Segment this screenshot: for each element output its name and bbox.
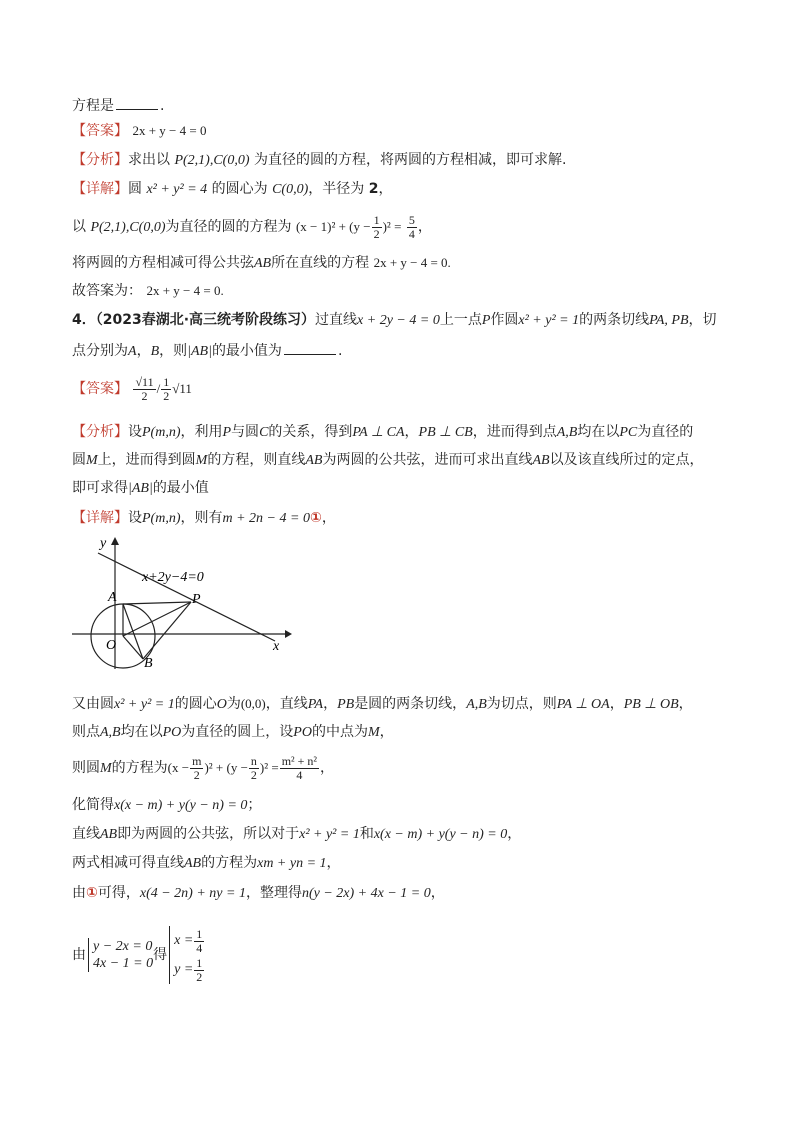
denominator: 4 xyxy=(296,767,303,782)
denominator: 2 xyxy=(196,969,203,984)
math: PA ⊥ CA xyxy=(352,425,405,440)
text: . xyxy=(337,343,343,359)
text: ， xyxy=(678,696,693,712)
math: P xyxy=(222,425,232,440)
q4-analysis-line-2 xyxy=(72,449,704,472)
math: 2 xyxy=(368,181,379,197)
text: 则点 xyxy=(72,724,100,740)
text: 两式相减可得直线 xyxy=(72,855,184,871)
text: 以 xyxy=(72,219,86,235)
q3-line-5 xyxy=(72,212,432,243)
math: x(4 − 2n) + ny = 1 xyxy=(139,886,246,901)
line-label: x+2y−4=0 xyxy=(142,570,204,585)
math: |AB| xyxy=(187,344,212,359)
math: x² + y² = 1 xyxy=(299,827,360,842)
fraction xyxy=(372,214,382,241)
text: 则圆 xyxy=(72,760,100,776)
text: 为直径的圆的方程，将两圆的方程相减，即可求解. xyxy=(253,152,567,168)
text: ， xyxy=(323,696,338,712)
text: 为两圆的公共弦，进而可求出直线 xyxy=(322,452,533,468)
text: ， xyxy=(136,343,151,359)
text: ， xyxy=(321,510,336,526)
text: 又由圆 xyxy=(72,696,114,712)
text: 设 xyxy=(128,424,142,440)
math: B xyxy=(150,344,160,359)
question-source: （2023春湖北·高三统考阶段练习） xyxy=(95,312,316,328)
text: 由 xyxy=(72,947,86,963)
point-A-label: A xyxy=(108,590,117,605)
text: 可得， xyxy=(97,885,140,901)
text: ， xyxy=(404,424,419,440)
math: PA, PB xyxy=(649,313,689,328)
text: ，整理得 xyxy=(245,885,302,901)
text: 求出以 xyxy=(128,152,170,168)
fraction xyxy=(280,755,319,782)
fraction xyxy=(194,957,204,984)
text: 方程是 xyxy=(72,98,114,114)
math: (x − 1)² + (y − xyxy=(295,219,371,234)
text: 是圆的两条切线， xyxy=(354,696,467,712)
solution-system xyxy=(169,926,205,984)
numerator: m xyxy=(192,753,202,768)
text: ， xyxy=(609,696,624,712)
fraction xyxy=(407,214,417,241)
q4-detail-line-2 xyxy=(72,693,693,716)
segment-OP xyxy=(123,602,191,636)
text: 设 xyxy=(128,510,142,526)
q4-detail-line-8 xyxy=(72,882,445,905)
text: ，直线 xyxy=(265,696,308,712)
text: 的圆心为 xyxy=(211,181,268,197)
text: 圆 xyxy=(72,452,86,468)
q4-detail-line-1 xyxy=(72,507,336,530)
question-number: 4． xyxy=(72,312,96,328)
geometry-figure xyxy=(70,533,295,673)
y-axis-arrow xyxy=(111,537,119,545)
math: PC xyxy=(619,425,638,440)
x-axis-label: x xyxy=(273,639,280,654)
math: A,B xyxy=(100,725,121,740)
math: M xyxy=(86,453,98,468)
math: P(2,1),C(0,0) xyxy=(90,220,166,235)
math: x(x − m) + y(y − n) = 0 xyxy=(114,798,248,813)
text: 上，进而得到圆 xyxy=(97,452,196,468)
math: x² + y² = 1 xyxy=(518,313,580,328)
q4-analysis-line-3 xyxy=(72,477,209,500)
text: 为直径的 xyxy=(637,424,694,440)
math: C xyxy=(259,425,269,440)
text: ，则 xyxy=(159,343,188,359)
math: n(y − 2x) + 4x − 1 = 0 xyxy=(301,886,431,901)
math: )² + (y − xyxy=(204,760,248,775)
circled-one: ① xyxy=(309,510,322,526)
fraction xyxy=(161,376,171,403)
math: PA ⊥ OA xyxy=(556,697,610,712)
math: AB xyxy=(305,453,323,468)
separator: / xyxy=(156,381,161,396)
math: P(m,n) xyxy=(142,511,181,526)
detail-tag: 【详解】 xyxy=(72,510,128,526)
math: PA xyxy=(307,697,324,712)
numerator: 1 xyxy=(373,212,380,227)
math: x(x − m) + y(y − n) = 0 xyxy=(373,827,508,842)
text: 为直径的圆上，设 xyxy=(181,724,294,740)
text: ，则有 xyxy=(180,510,223,526)
text: 的圆心 xyxy=(174,696,217,712)
math: |AB| xyxy=(128,481,153,496)
numerator: 1 xyxy=(196,955,203,970)
system-eq-1: y − 2x = 0 xyxy=(93,939,153,954)
numerator: m² + n² xyxy=(281,753,318,768)
numerator: n xyxy=(250,753,257,768)
text: ， xyxy=(417,219,432,235)
fraction xyxy=(194,928,204,955)
text: 由 xyxy=(72,885,86,901)
answer-blank xyxy=(284,340,336,355)
text: ，利用 xyxy=(180,424,223,440)
math: (x − xyxy=(167,760,190,775)
text: 过直线 xyxy=(315,312,358,328)
analysis-tag: 【分析】 xyxy=(72,424,128,440)
text: 化简得 xyxy=(72,797,114,813)
q4-detail-line-7 xyxy=(72,852,341,875)
math: 2x + y − 4 = 0. xyxy=(146,283,224,298)
radius-OB xyxy=(123,636,143,659)
text: 的中点为 xyxy=(311,724,368,740)
text: 的关系，得到 xyxy=(268,424,353,440)
text: 的两条切线 xyxy=(579,312,650,328)
text: ， xyxy=(378,181,393,197)
text: 为 xyxy=(226,696,241,712)
q4-answer xyxy=(72,372,192,406)
text: 的方程，则直线 xyxy=(207,452,306,468)
text: 的最小值为 xyxy=(211,343,282,359)
math: M xyxy=(367,725,380,740)
q4-analysis-line-1 xyxy=(72,421,693,444)
text: ， xyxy=(320,760,335,776)
q3-detail xyxy=(72,178,392,201)
text: ， xyxy=(326,855,341,871)
q3-line-7 xyxy=(72,280,224,302)
q4-stem-line-1 xyxy=(72,309,717,332)
math: C(0,0) xyxy=(272,182,309,197)
system-eq-2: 4x − 1 = 0 xyxy=(93,956,154,971)
q3-analysis xyxy=(72,149,566,172)
text: 的方程为 xyxy=(201,855,258,871)
math: 2x + y − 4 = 0. xyxy=(373,255,451,270)
math: AB xyxy=(100,827,118,842)
x-axis-arrow xyxy=(285,630,292,638)
answer-blank xyxy=(116,95,158,110)
math: M xyxy=(195,453,208,468)
math: (0,0) xyxy=(240,696,266,711)
math: P xyxy=(481,313,491,328)
text: 点分别为 xyxy=(72,343,128,359)
text: 的方程为 xyxy=(111,760,168,776)
text: ， xyxy=(430,885,445,901)
numerator: 5 xyxy=(408,212,415,227)
q4-detail-line-4 xyxy=(72,753,334,784)
math: PB ⊥ CB xyxy=(418,425,473,440)
math: O xyxy=(216,697,227,712)
text: 以及该直线所过的定点， xyxy=(549,452,704,468)
fraction xyxy=(133,376,155,403)
point-O-label: O xyxy=(106,638,117,653)
math: M xyxy=(100,761,112,776)
y-axis-label: y xyxy=(100,536,107,551)
math: )² = xyxy=(382,219,402,234)
solution-x-label: x = xyxy=(174,933,194,948)
text: 的最小值 xyxy=(152,480,209,496)
math: x² + y² = 1 xyxy=(114,697,175,712)
circled-one: ① xyxy=(86,885,98,901)
denominator: 2 xyxy=(141,388,148,403)
math: A,B xyxy=(556,425,578,440)
text: 即可求得 xyxy=(72,480,128,496)
math: AB xyxy=(532,453,550,468)
q4-stem-line-2 xyxy=(72,340,342,363)
text: 与圆 xyxy=(231,424,260,440)
text: ，切 xyxy=(688,312,717,328)
text: 作圆 xyxy=(490,312,519,328)
text: ； xyxy=(247,797,262,813)
analysis-tag: 【分析】 xyxy=(72,152,128,168)
fraction xyxy=(190,755,203,782)
text: ， xyxy=(379,724,394,740)
math: AB xyxy=(184,856,202,871)
answer-expression: 2x + y − 4 = 0 xyxy=(132,123,207,138)
answer-tag: 【答案】 xyxy=(72,381,128,397)
text: 直线 xyxy=(72,826,100,842)
equation-system xyxy=(88,938,153,972)
text: 得 xyxy=(153,947,168,963)
solution-y-label: y = xyxy=(174,962,194,977)
q3-line-6 xyxy=(72,252,451,275)
numerator: 1 xyxy=(163,374,170,389)
math: x + 2y − 4 = 0 xyxy=(357,313,440,328)
text: ， xyxy=(507,826,522,842)
text: . xyxy=(160,98,165,114)
math: PO xyxy=(162,725,182,740)
math: xm + yn = 1 xyxy=(257,856,327,871)
tangent-PB xyxy=(143,602,191,659)
text: 均在以 xyxy=(577,424,620,440)
math: AB xyxy=(254,256,272,271)
denominator: 2 xyxy=(193,767,200,782)
denominator: 4 xyxy=(196,940,203,955)
numerator: √11 xyxy=(135,374,154,389)
q4-detail-line-9 xyxy=(72,925,205,985)
math: m + 2n − 4 = 0 xyxy=(222,511,310,526)
point-P-label: P xyxy=(192,592,201,607)
q4-detail-line-5 xyxy=(72,794,261,817)
text: 将两圆的方程相减可得公共弦 xyxy=(72,255,254,271)
math: )² = xyxy=(259,760,279,775)
math: P(2,1),C(0,0) xyxy=(174,153,250,168)
math: A xyxy=(128,344,137,359)
math: A,B xyxy=(466,697,487,712)
point-B-label: B xyxy=(144,656,153,671)
denominator: 4 xyxy=(408,226,415,241)
line-x-plus-2y-minus-4 xyxy=(98,553,275,641)
q3-answer xyxy=(72,120,206,142)
math: PB xyxy=(337,697,355,712)
text: ，进而得到点 xyxy=(472,424,557,440)
denominator: 2 xyxy=(163,388,170,403)
denominator: 2 xyxy=(373,226,380,241)
text: 所在直线的方程 xyxy=(271,255,370,271)
text: 为直径的圆的方程为 xyxy=(165,219,292,235)
text: 均在以 xyxy=(120,724,163,740)
text: 为切点，则 xyxy=(486,696,557,712)
fraction xyxy=(249,755,259,782)
math: x² + y² = 4 xyxy=(146,182,208,197)
text: 圆 xyxy=(128,181,142,197)
text: ，半径为 xyxy=(308,181,365,197)
math: √11 xyxy=(172,381,192,396)
denominator: 2 xyxy=(250,767,257,782)
numerator: 1 xyxy=(196,926,203,941)
text: 上一点 xyxy=(439,312,482,328)
q4-detail-line-3 xyxy=(72,721,394,744)
answer-tag: 【答案】 xyxy=(72,123,128,139)
tangent-PA xyxy=(123,602,191,604)
math: P(m,n) xyxy=(142,425,181,440)
detail-tag: 【详解】 xyxy=(72,181,128,197)
q4-detail-line-6 xyxy=(72,823,521,846)
math: PO xyxy=(293,725,312,740)
q3-line-0 xyxy=(72,95,164,117)
math: PB ⊥ OB xyxy=(623,697,679,712)
text: 故答案为： xyxy=(72,283,142,299)
text: 和 xyxy=(359,826,374,842)
text: 即为两圆的公共弦，所以对于 xyxy=(117,826,300,842)
